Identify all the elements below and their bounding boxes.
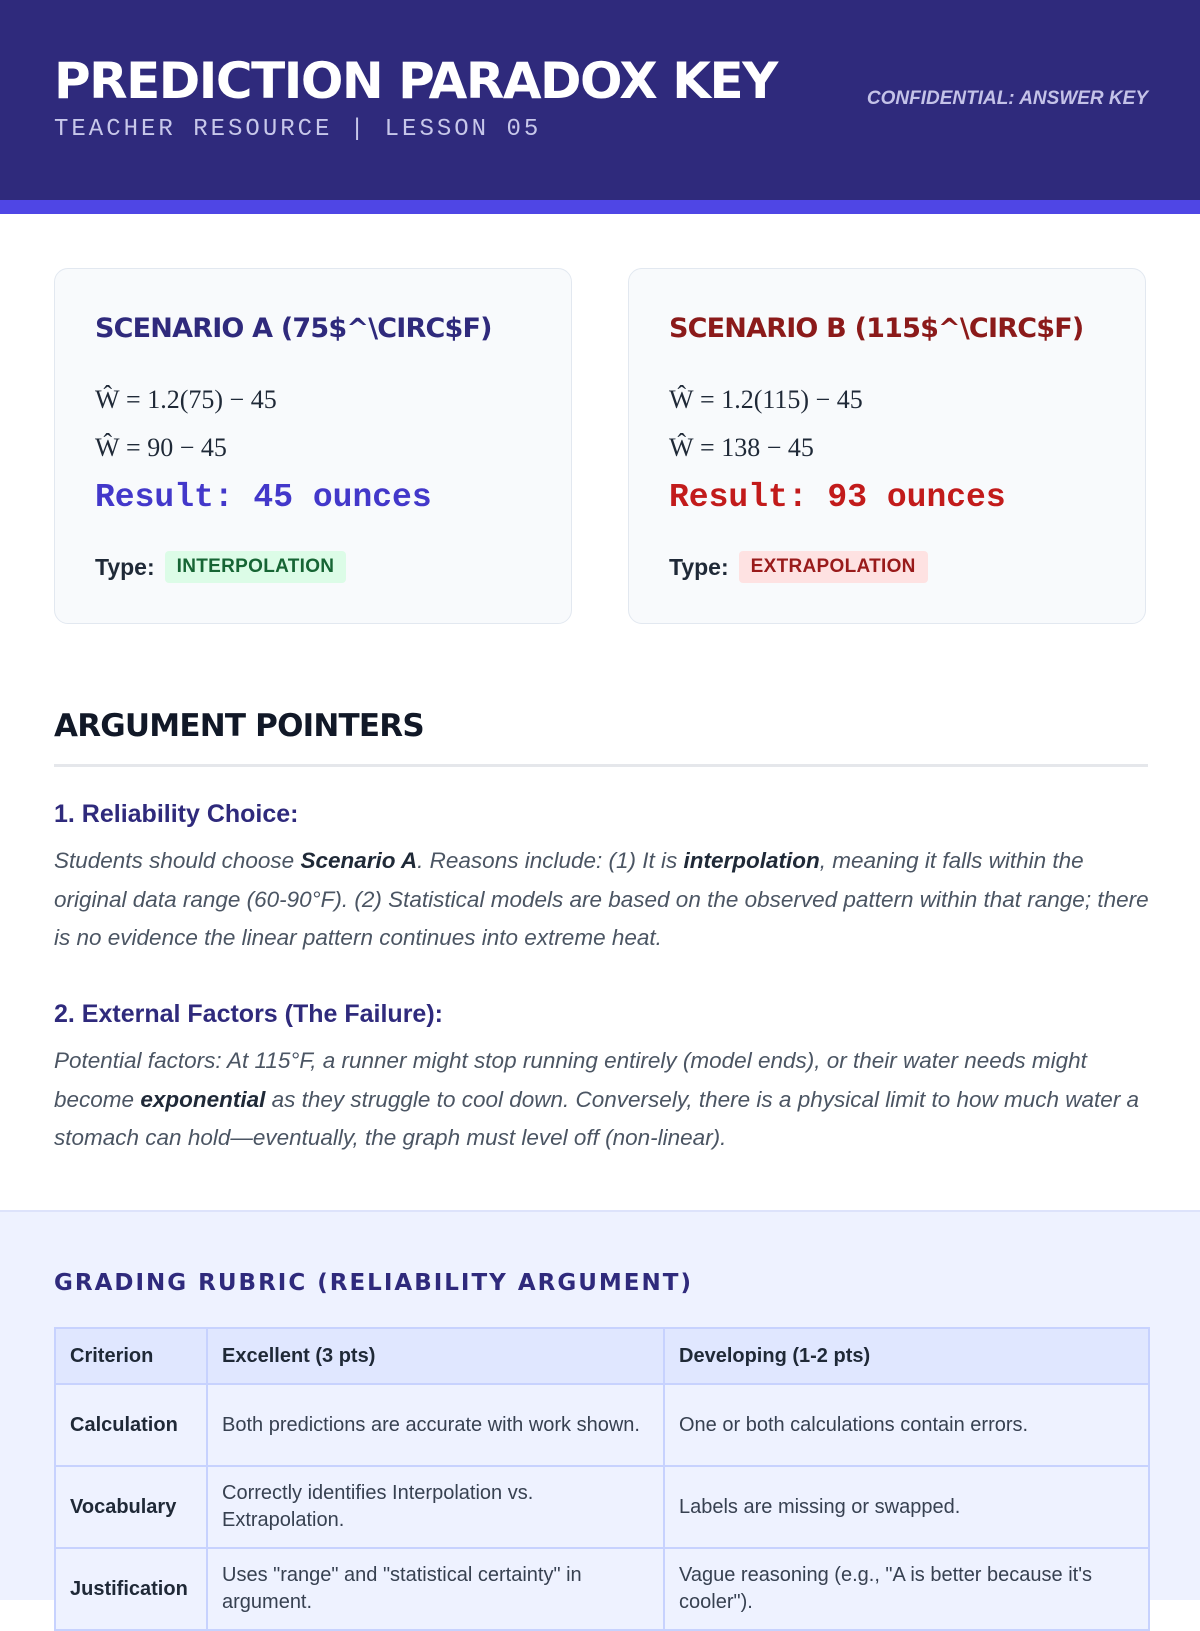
text-segment: as they struggle to cool down. Conversely, there is a physical limit to how much water a stomach can hold—eventually, the graph must level off (non-linear). [54,1086,1140,1150]
interpolation-badge: INTERPOLATION [165,551,347,583]
point-2-title: 2. External Factors (The Failure): [54,1000,443,1028]
table-row [55,1466,1149,1548]
table-row [55,1384,1149,1466]
w-hat-symbol: Ŵ [95,385,120,414]
equation-rhs: = 90 − 45 [126,433,227,462]
column-header: Excellent (3 pts) [207,1328,664,1384]
text-segment: , meaning it falls within the original data range (60-90°F). (2) Statistical models are based on the observed pattern within that range; there is no evidence the linear pattern continues into extreme heat. [54,848,1149,950]
scenario-b-equation-1 [669,385,863,415]
page-subtitle: TEACHER RESOURCE | LESSON 05 [54,116,542,143]
developing-cell: One or both calculations contain errors. [664,1384,1149,1466]
text-segment: Potential factors: At 115°F, a runner might stop running entirely (model ends), or their water needs might become [54,1048,1087,1112]
developing-cell: Labels are missing or swapped. [664,1466,1149,1548]
column-header: Criterion [55,1328,207,1384]
confidential-label: CONFIDENTIAL: ANSWER KEY [866,88,1148,109]
excellent-cell: Uses "range" and "statistical certainty" in argument. [207,1548,664,1630]
page-title: PREDICTION PARADOX KEY [54,52,777,110]
scenario-b-equation-2 [669,433,814,463]
extrapolation-badge: EXTRAPOLATION [739,551,928,583]
point-2-body [54,1042,1154,1158]
point-1-body [54,842,1154,958]
text-segment: Students should choose [54,848,301,873]
scenario-a-result: Result: 45 ounces [95,479,432,516]
developing-cell: Vague reasoning (e.g., "A is better because it's cooler"). [664,1548,1149,1630]
column-header: Developing (1-2 pts) [664,1328,1149,1384]
excellent-cell: Both predictions are accurate with work shown. [207,1384,664,1466]
equation-rhs: = 1.2(115) − 45 [700,385,863,414]
w-hat-symbol: Ŵ [95,433,120,462]
equation-rhs: = 138 − 45 [700,433,814,462]
scenario-a-type-row [95,551,346,583]
scenario-b-type-row [669,551,928,583]
rubric-table [54,1327,1150,1631]
section-divider [54,764,1148,767]
scenario-a-card [54,268,572,624]
text-segment: . Reasons include: (1) It is [417,848,684,873]
emphasis-text: exponential [140,1086,266,1112]
scenario-a-title: SCENARIO A (75$^\CIRC$F) [95,313,492,344]
scenario-b-result: Result: 93 ounces [669,479,1006,516]
rubric-header-row [55,1328,1149,1384]
w-hat-symbol: Ŵ [669,433,694,462]
table-row [55,1548,1149,1630]
criterion-cell: Justification [55,1548,207,1630]
type-label: Type: [95,553,155,580]
scenario-a-equation-1 [95,385,277,415]
excellent-cell: Correctly identifies Interpolation vs. Extrapolation. [207,1466,664,1548]
header-accent-stripe [0,200,1200,214]
w-hat-symbol: Ŵ [669,385,694,414]
rubric-title: GRADING RUBRIC (RELIABILITY ARGUMENT) [54,1270,693,1296]
scenario-a-equation-2 [95,433,227,463]
argument-pointers-heading: ARGUMENT POINTERS [54,708,424,744]
scenario-b-card [628,268,1146,624]
page-header [0,0,1200,200]
point-1-title: 1. Reliability Choice: [54,800,299,828]
emphasis-text: interpolation [683,848,820,873]
equation-rhs: = 1.2(75) − 45 [126,385,277,414]
scenario-b-title: SCENARIO B (115$^\CIRC$F) [669,313,1084,344]
criterion-cell: Vocabulary [55,1466,207,1548]
type-label: Type: [669,553,729,580]
rubric-section [0,1210,1200,1613]
criterion-cell: Calculation [55,1384,207,1466]
emphasis-text: Scenario A [300,848,418,873]
